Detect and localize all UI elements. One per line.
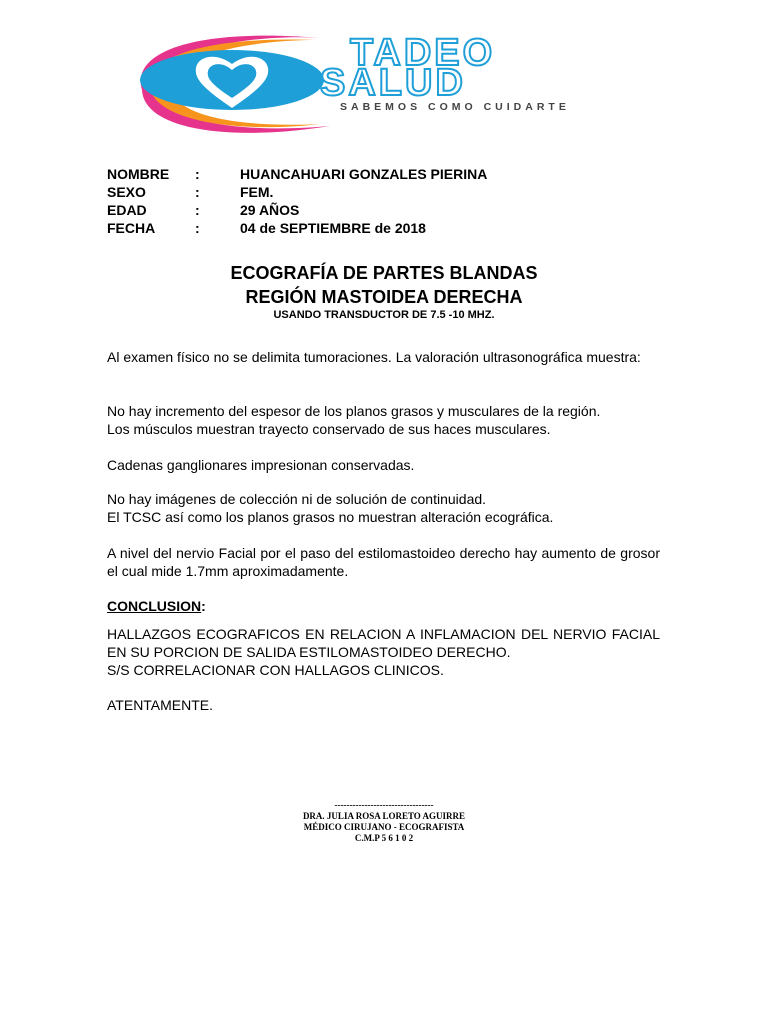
paragraph-text: No hay incremento del espesor de los planos grasos y musculares de la región. bbox=[107, 403, 601, 419]
field-value: FEM. bbox=[240, 184, 274, 200]
closing-text: ATENTAMENTE. bbox=[107, 697, 214, 713]
paragraph-text: Cadenas ganglionares impresionan conservadas. bbox=[107, 457, 415, 473]
paragraph-3 bbox=[107, 456, 660, 474]
field-separator: : bbox=[195, 202, 200, 218]
patient-row-date bbox=[107, 220, 667, 238]
tadeo-salud-logo bbox=[120, 30, 650, 142]
field-label: FECHA bbox=[107, 220, 156, 236]
conclusion-colon: : bbox=[201, 598, 206, 614]
field-label: SEXO bbox=[107, 184, 146, 200]
report-title: ECOGRAFÍA DE PARTES BLANDAS bbox=[230, 263, 538, 283]
conclusion-label: CONCLUSION bbox=[107, 598, 202, 614]
report-subtitle: USANDO TRANSDUCTOR DE 7.5 -10 MHZ. bbox=[273, 309, 495, 321]
field-value: 29 AÑOS bbox=[240, 202, 300, 218]
patient-row-name bbox=[107, 166, 667, 184]
field-separator: : bbox=[195, 220, 200, 236]
closing bbox=[107, 696, 660, 714]
conclusion-body bbox=[107, 625, 660, 679]
signature-title: MÉDICO CIRUJANO - ECOGRAFISTA bbox=[303, 822, 465, 832]
patient-row-sex bbox=[107, 184, 667, 202]
report-region: REGIÓN MASTOIDEA DERECHA bbox=[245, 287, 523, 307]
signature-block bbox=[0, 800, 768, 844]
paragraph-1 bbox=[107, 348, 660, 366]
field-value: 04 de SEPTIEMBRE de 2018 bbox=[240, 220, 426, 236]
paragraph-text: Los músculos muestran trayecto conservado de sus haces musculares. bbox=[107, 421, 551, 437]
brand-line-2: SALUD bbox=[320, 62, 466, 104]
brand-tagline: SABEMOS COMO CUIDARTE bbox=[340, 101, 570, 113]
brand-line-1: TADEO bbox=[350, 32, 496, 74]
signature-name: DRA. JULIA ROSA LORETO AGUIRRE bbox=[302, 811, 466, 821]
field-label: EDAD bbox=[107, 202, 147, 218]
field-label: NOMBRE bbox=[107, 166, 170, 182]
paragraph-5 bbox=[107, 544, 660, 580]
paragraph-2 bbox=[107, 402, 660, 438]
conclusion-note: S/S CORRELACIONAR CON HALLAGOS CLINICOS. bbox=[107, 662, 444, 678]
signature-license: C.M.P 5 6 1 0 2 bbox=[354, 833, 414, 843]
conclusion-heading bbox=[107, 598, 206, 614]
field-value: HUANCAHUARI GONZALES PIERINA bbox=[240, 166, 488, 182]
paragraph-text: A nivel del nervio Facial por el paso del estilomastoideo derecho hay aumento de grosor el cual mide 1.7mm aproximadamente. bbox=[107, 545, 660, 579]
conclusion-text: HALLAZGOS ECOGRAFICOS EN RELACION A INFLAMACION DEL NERVIO FACIAL EN SU PORCION DE SALIDA ESTILOMASTOIDEO DERECHO. bbox=[107, 626, 660, 660]
field-separator: : bbox=[195, 166, 200, 182]
paragraph-text: No hay imágenes de colección ni de solución de continuidad. bbox=[107, 491, 487, 507]
patient-info bbox=[107, 166, 667, 238]
signature-line: --------------------------------- bbox=[334, 800, 434, 810]
paragraph-text: Al examen físico no se delimita tumoraciones. La valoración ultrasonográfica muestra: bbox=[107, 349, 641, 365]
field-separator: : bbox=[195, 184, 200, 200]
patient-row-age bbox=[107, 202, 667, 220]
paragraph-text: El TCSC así como los planos grasos no muestran alteración ecográfica. bbox=[107, 509, 554, 525]
paragraph-4 bbox=[107, 490, 660, 526]
